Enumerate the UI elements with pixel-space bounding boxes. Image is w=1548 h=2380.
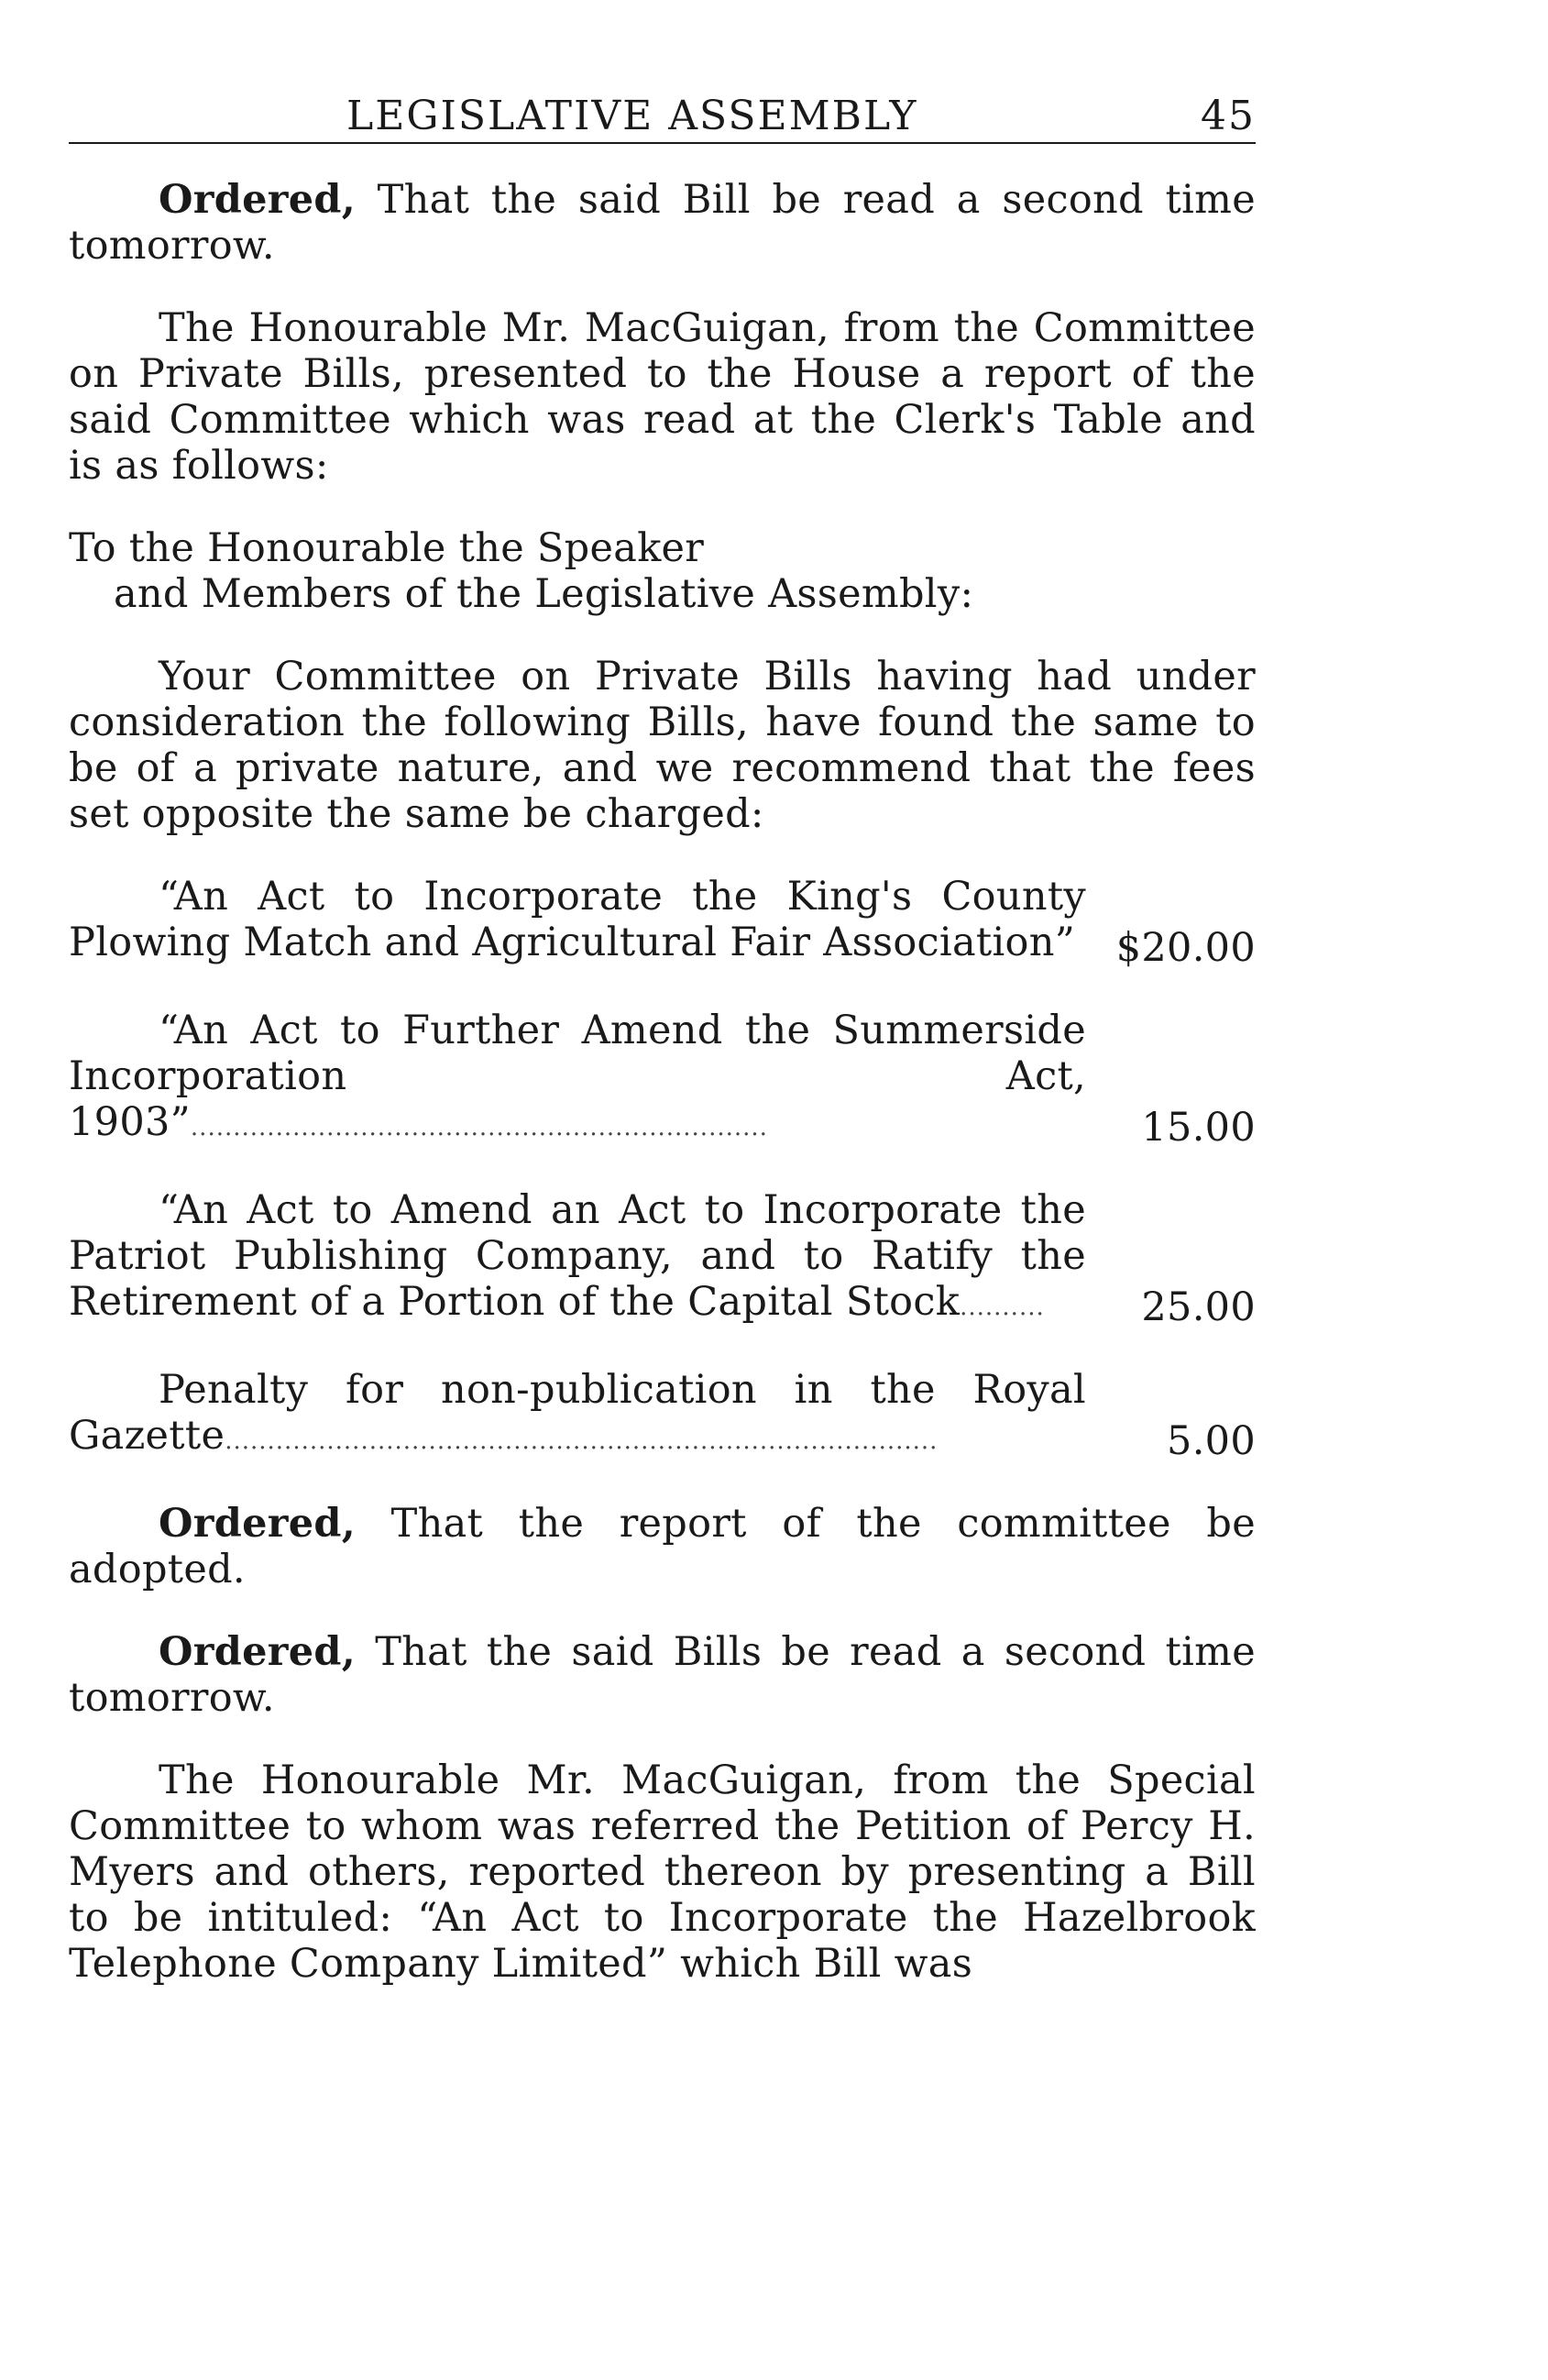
paragraph-text: Your Committee on Private Bills having had under consideration the following Bills, have found the same to be of a private nature, and we recommend that the fees set opposite the same be charged: <box>69 654 1256 837</box>
fee-entry-title: “An Act to Amend an Act to Incorporate the Patriot Publishing Company, and to Ratify the Retirement of a Portion of the Capital Stock <box>69 1187 1086 1325</box>
paragraph-ordered-bills-second-reading <box>69 1629 1256 1721</box>
body-text <box>69 177 1256 1987</box>
paragraph-special-committee <box>69 1757 1256 1987</box>
fee-amount: $20.00 <box>1115 925 1256 971</box>
paragraph-text: The Honourable Mr. MacGuigan, from the Committee on Private Bills, presented to the House a report of the said Committee which was read at the Clerk's Table and is as follows: <box>69 305 1256 489</box>
leader-dots: .................................................................................... <box>225 1427 939 1455</box>
paragraph-committee-report <box>69 305 1256 489</box>
paragraph-text: That the report of the committee be adopted. <box>69 1501 1256 1592</box>
salutation <box>69 525 1256 617</box>
fee-entry-text <box>69 1187 1086 1330</box>
salutation-line-2: and Members of the Legislative Assembly: <box>114 571 974 617</box>
fee-amount: 25.00 <box>1141 1284 1256 1330</box>
fee-amount: 5.00 <box>1167 1418 1256 1464</box>
leader-dots: .......... <box>960 1294 1045 1321</box>
ordered-label: Ordered, <box>159 1501 356 1547</box>
fee-entry <box>69 1367 1256 1464</box>
paragraph-ordered-adopted <box>69 1501 1256 1592</box>
leader-dots: .................................................................... <box>190 1114 768 1141</box>
paragraph-text: The Honourable Mr. MacGuigan, from the Special Committee to whom was referred the Petition of Percy H. Myers and others, reported thereon by presenting a Bill to be intituled: “An Act to Incorporate the Hazelbrook Telephone Company Limited” which Bill was <box>69 1757 1256 1987</box>
fee-entry-title: Penalty for non-publication in the Royal Gazette <box>69 1367 1086 1459</box>
fee-amount: 15.00 <box>1141 1105 1256 1151</box>
ordered-label: Ordered, <box>159 1629 356 1675</box>
ordered-label: Ordered, <box>159 177 356 223</box>
page-number: 45 <box>1201 93 1256 139</box>
paragraph-text: That the said Bills be read a second time tomorrow. <box>69 1629 1256 1721</box>
fee-entry <box>69 874 1256 971</box>
fee-entry <box>69 1187 1256 1330</box>
fee-entry-text <box>69 1008 1086 1151</box>
fee-entry <box>69 1008 1256 1151</box>
salutation-line-1: To the Honourable the Speaker <box>69 525 705 571</box>
fee-entry-title: “An Act to Further Amend the Summerside Incorporation Act, 1903” <box>69 1008 1086 1145</box>
paragraph-ordered-second-reading <box>69 177 1256 269</box>
paragraph-text: That the said Bill be read a second time tomorrow. <box>69 177 1256 269</box>
fee-entry-text <box>69 1367 1086 1464</box>
fee-entry-title: “An Act to Incorporate the King's County Plowing Match and Agricultural Fair Association” <box>69 874 1086 965</box>
paragraph-committee-findings <box>69 654 1256 837</box>
running-head-title: LEGISLATIVE ASSEMBLY <box>346 93 918 139</box>
fee-entry-text <box>69 874 1086 971</box>
running-head <box>69 87 1256 144</box>
page <box>69 87 1256 1987</box>
